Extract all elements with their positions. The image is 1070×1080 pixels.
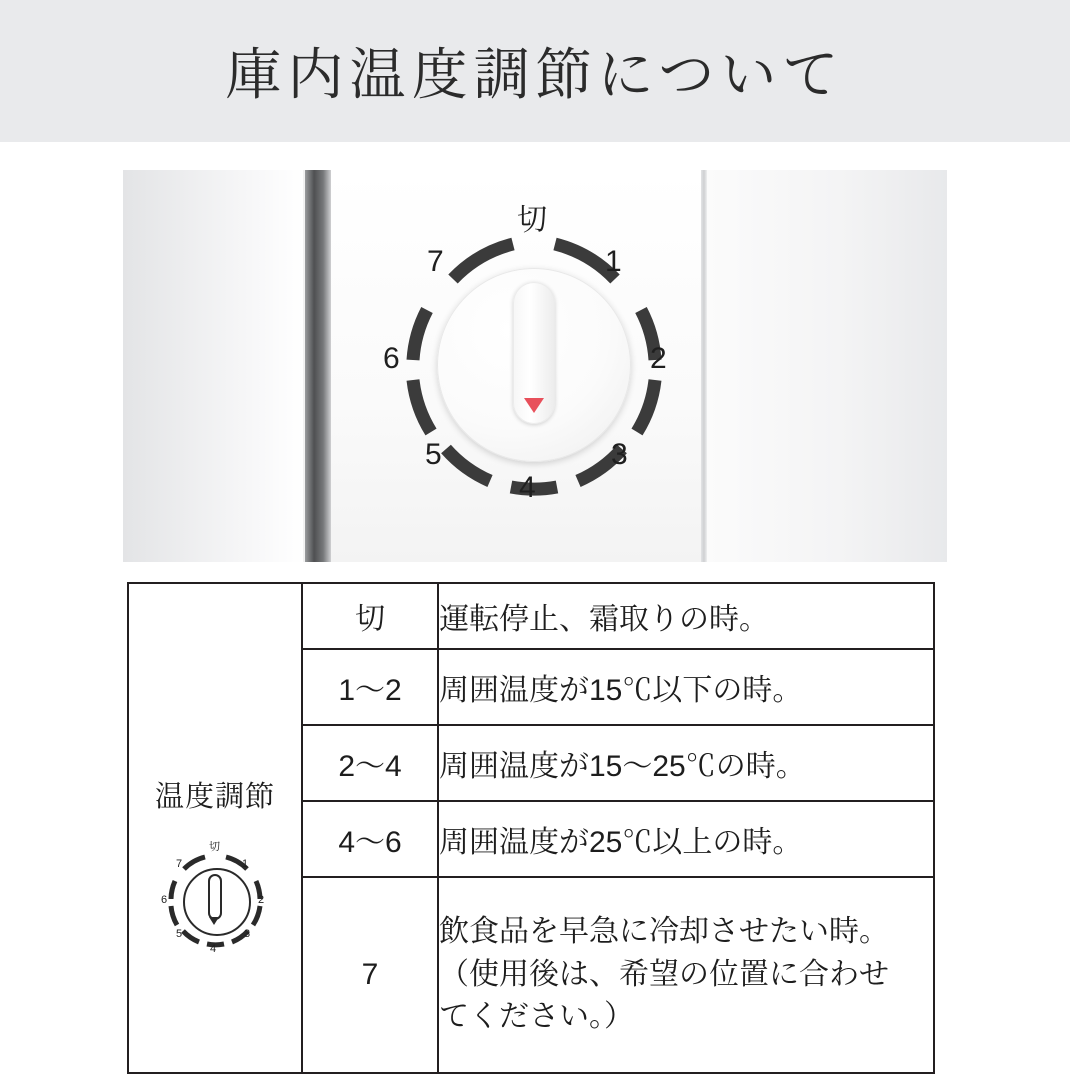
table-cell-setting: 切 [302,583,438,649]
dial-label-4: 4 [519,471,536,504]
photo-panel-right [707,170,947,562]
mini-dial-label-5: 5 [176,927,183,940]
table-row [128,583,934,649]
description-line: （使用後は、希望の位置に合わせ [439,957,889,991]
table-cell-setting: 2〜4 [302,725,438,801]
dial-label-5: 5 [425,438,442,471]
photo-door-seam [305,170,331,562]
mini-dial-label-6: 6 [161,893,168,906]
page-title: 庫内温度調節について [225,43,845,106]
dial-indicator-triangle-icon [524,398,544,413]
temperature-settings-table [127,582,935,1074]
table-cell-description [438,877,934,1073]
description-line: 飲食品を早急に冷却させたい時。 [439,915,889,949]
mini-dial-indicator-triangle-icon [209,917,219,925]
mini-dial-label-3: 3 [244,927,251,940]
table-cell-description: 周囲温度が15〜25℃の時。 [438,725,934,801]
mini-dial-pointer [208,874,222,920]
description-line: てください。） [439,1000,634,1034]
photo-panel-left [123,170,303,562]
product-photo [123,170,947,562]
dial-label-off: 切 [517,204,547,237]
mini-dial-label-1: 1 [242,857,249,870]
dial-label-2: 2 [650,342,667,375]
dial-label-1: 1 [605,245,622,278]
table-cell-setting: 1〜2 [302,649,438,725]
mini-temperature-dial [156,841,274,959]
table-cell-description: 周囲温度が25℃以上の時。 [438,801,934,877]
dial-label-6: 6 [383,342,400,375]
table-cell-description: 周囲温度が15℃以下の時。 [438,649,934,725]
mini-dial-label-2: 2 [258,893,265,906]
mini-dial-label-off: 切 [209,840,220,853]
temperature-dial[interactable] [369,200,699,530]
mini-dial-label-7: 7 [176,857,183,870]
dial-label-3: 3 [611,438,628,471]
table-label-cell [128,583,302,1073]
mini-dial-label-4: 4 [210,942,217,955]
header-band [0,0,1070,142]
table-cell-description: 運転停止、霜取りの時。 [438,583,934,649]
table-cell-setting: 7 [302,877,438,1073]
dial-label-7: 7 [427,245,444,278]
table-row-label: 温度調節 [154,780,275,813]
table-cell-setting: 4〜6 [302,801,438,877]
